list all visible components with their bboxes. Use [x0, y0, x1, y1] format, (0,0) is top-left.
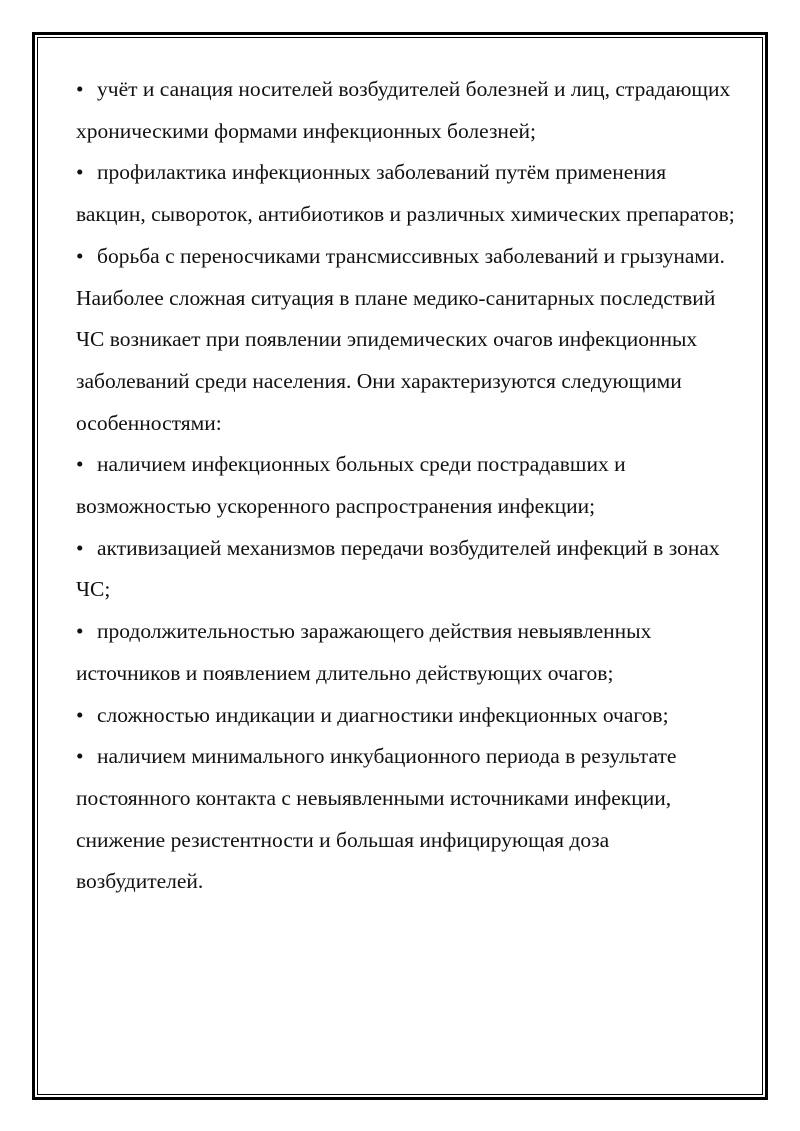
bullet-item-prophylaxis: [76, 152, 736, 235]
bullet-item-infected-patients: [76, 444, 736, 527]
bullet-item-vector-control: [76, 236, 736, 278]
bullet-marker: •: [76, 243, 84, 268]
bullet-item-diagnostics: [76, 695, 736, 737]
paragraph-text: сложностью индикации и диагностики инфекционных очагов;: [97, 702, 669, 727]
bullet-marker: •: [76, 452, 84, 477]
paragraph-text: активизацией механизмов передачи возбудителей инфекций в зонах ЧС;: [76, 535, 720, 602]
bullet-item-incubation-period: [76, 736, 736, 903]
bullet-marker: •: [76, 535, 84, 560]
document-body: [76, 69, 736, 903]
paragraph-text: профилактика инфекционных заболеваний путём применения вакцин, сывороток, антибиотиков и различных химических препаратов;: [76, 160, 735, 227]
paragraph-text: учёт и санация носителей возбудителей болезней и лиц, страдающих хроническими формами инфекционных болезней;: [76, 77, 731, 143]
bullet-marker: •: [76, 744, 84, 769]
bullet-item-infection-duration: [76, 611, 736, 694]
paragraph-text: наличием минимального инкубационного периода в результате постоянного контакта с невыявленными источниками инфекции, снижение резистентности и большая инфицирующая доза возбудителей.: [76, 744, 677, 894]
paragraph-text: борьба с переносчиками трансмиссивных заболеваний и грызунами.: [97, 243, 725, 268]
bullet-item-carrier-sanitation: [76, 69, 736, 152]
bullet-marker: •: [76, 619, 84, 644]
bullet-marker: •: [76, 702, 84, 727]
paragraph-text: продолжительностью заражающего действия невыявленных источников и появлением длительно действующих очагов;: [76, 619, 652, 685]
bullet-marker: •: [76, 77, 84, 101]
bullet-marker: •: [76, 160, 84, 185]
intro-paragraph: [76, 278, 736, 445]
paragraph-text: Наиболее сложная ситуация в плане медико-санитарных последствий ЧС возникает при появлении эпидемических очагов инфекционных заболеваний среди населения. Они характеризуются следующими особенностями:: [76, 285, 716, 435]
paragraph-text: наличием инфекционных больных среди пострадавших и возможностью ускоренного распространения инфекции;: [76, 452, 626, 519]
bullet-item-transmission-mechanisms: [76, 528, 736, 611]
